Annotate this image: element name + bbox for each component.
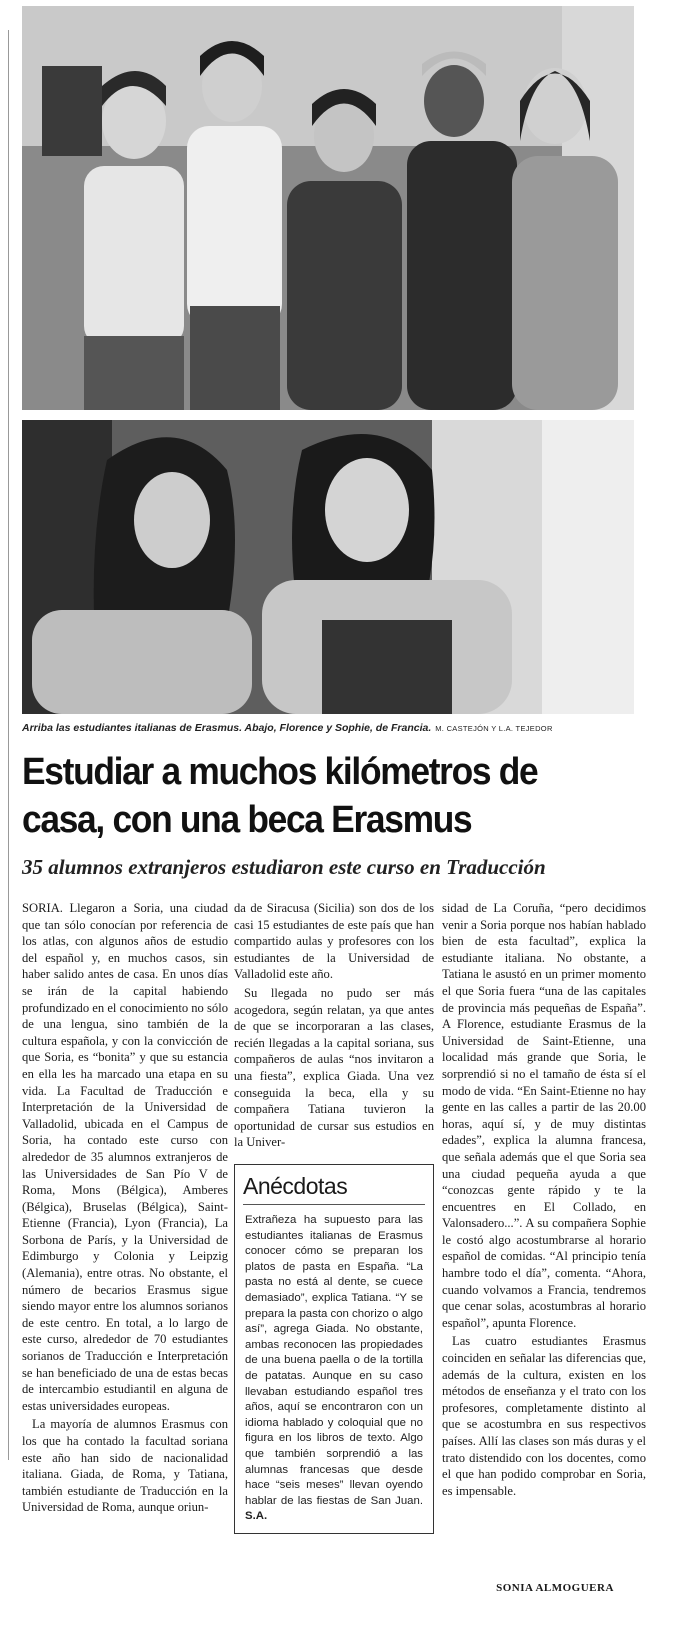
sidebar-anecdotas bbox=[234, 1164, 434, 1534]
paragraph: Las cuatro estudiantes Erasmus coinciden en señalar las diferencias que, además de la cultura, existen en los métodos de enseñanza y el trato con los profesores, completamente distinto al que se acostumbra en sus respectivos países. Allí las clases son más duras y el trato distendido con los docentes, como el que han podido comprobar en Soria, es impensable. bbox=[442, 1334, 646, 1498]
paragraph: SORIA. Llegaron a Soria, una ciudad que tan sólo conocían por referencia de los atlas, con algunos años de estudio del español y, en muchos casos, sin haber salido antes de casa. En unos días se irán de la capital habiendo profundizado en el conocimiento no sólo de una lengua, sino también de la cultura española, y con la convicción de que Soria, es “bonita” y que su estancia en ella les ha marcado una etapa en su vida. La Facultad de Traducción e Interpretación de la Universidad de Valladolid, ubicada en el Campus de Soria, ha contado este curso con alrededor de 35 alumnos extranjeros de las Universidades de San Pío V de Roma, Mons (Bélgica), Amberes (Bélgica), Bruselas (Bélgica), Saint-Etienne (Francia), Lyon (Francia), La Sorbona de París, y la Universidad de Edimburgo y Colonia y Leipzig (Alemania), entre otras. No obstante, el número de becarios Erasmus sigue siendo mayor entre los alumnos sorianos de este centro. En total, a lo largo de este curso, alrededor de 70 estudiantes sorianos de Traducción e Interpretación se han beneficiado de una de estas becas de intercambio estudiantil en alguna de estas universidades europeas. bbox=[22, 901, 228, 1413]
paragraph: Su llegada no pudo ser más acogedora, según relatan, ya que antes de que se incorporaran a las clases, recién llegadas a la capital soriana, sus compañeros de aulas “nos invitaron a una fiesta”, explica Giada. Una vez conseguida la beca, ella y su compañera Tatiana tuvieron la oportunidad de cursar sus estudios en la Univer- bbox=[234, 985, 434, 1150]
sidebar-title: Anécdotas bbox=[243, 1173, 348, 1199]
photo-french-students bbox=[22, 420, 634, 714]
paragraph: sidad de La Coruña, “pero decidimos venir a Soria porque nos habían hablado bien de esta facultad”, explica la estudiante italiana. No obstante, a Tatiana le asustó en un primer momento el que Soria fuera “una de las capitales de provincia más pequeñas de España”. A Florence, estudiante Erasmus de la Universidad de Saint-Etienne, una localidad más grande que Soria, le sorprendió si no el tamaño de ésta sí el modo de vida. “En Saint-Etienne no hay gente en las calles a partir de las 20.00 horas, aquí sí, y de muy distintas edades”, explica la alumna francesa, que señala además que el que Soria sea una ciudad pequeña ayuda a que “conozcas gente rápido y te la encuentres en El Collado, en Valonsadero...”. A su compañera Sophie le costó algo acostumbrarse al horario español de comidas. “Al principio tenía hambre todo el día”, comenta. “Ahora, cuando volvamos a Francia, tendremos que cenar solas, acostumbras al horario español”, apunta Florence. bbox=[442, 901, 646, 1330]
sidebar-text-block bbox=[235, 1205, 433, 1533]
photo-italian-students bbox=[22, 6, 634, 410]
article-column-3 bbox=[442, 900, 646, 1501]
photo-caption bbox=[22, 722, 642, 734]
sidebar-text: Extrañeza ha supuesto para las estudiantes italianas de Erasmus conocer cómo se preparan los platos de pasta en España. “La pasta no está al dente, se cuece demasiado”, explica Tatiana. “Y se prepara la pasta con chorizo o algo así”, agrega Giada. No obstante, ambas reconocen las propiedades de una buena paella o de la tortilla de patatas. Aunque en su caso llevaban estudiando español tres años, aquí se encontraron con un idioma hablado y coloquial que no figura en los libros de texto. Algo que también sorprendió a las alumnas francesas que desde hace “seis meses” llevan oyendo hablar de las fiestas de San Juan. bbox=[245, 1214, 423, 1507]
subheadline: 35 alumnos extranjeros estudiaron este curso en Traducción bbox=[22, 855, 546, 879]
paragraph: La mayoría de alumnos Erasmus con los que ha contado la facultad soriana este año han sido de nacionalidad italiana. Giada, de Roma, y Tatiana, también estudiante de Traducción en la Universidad de Roma, aunque oriun- bbox=[22, 1417, 228, 1515]
byline: SONIA ALMOGUERA bbox=[496, 1582, 614, 1594]
sidebar-signature: S.A. bbox=[245, 1510, 268, 1523]
article-column-2 bbox=[234, 900, 434, 1153]
photo-credit: M. CASTEJÓN Y L.A. TEJEDOR bbox=[435, 724, 553, 733]
headline: Estudiar a muchos kilómetros de casa, con una beca Erasmus bbox=[22, 751, 538, 841]
caption-text: Arriba las estudiantes italianas de Erasmus. Abajo, Florence y Sophie, de Francia. bbox=[22, 722, 432, 734]
article-column-1 bbox=[22, 900, 228, 1518]
paragraph: da de Siracusa (Sicilia) son dos de los casi 15 estudiantes de este país que han compartido aulas y profesores con los estudiantes de la Universidad de Valladolid este año. bbox=[234, 901, 434, 982]
column-rule bbox=[8, 30, 9, 1460]
